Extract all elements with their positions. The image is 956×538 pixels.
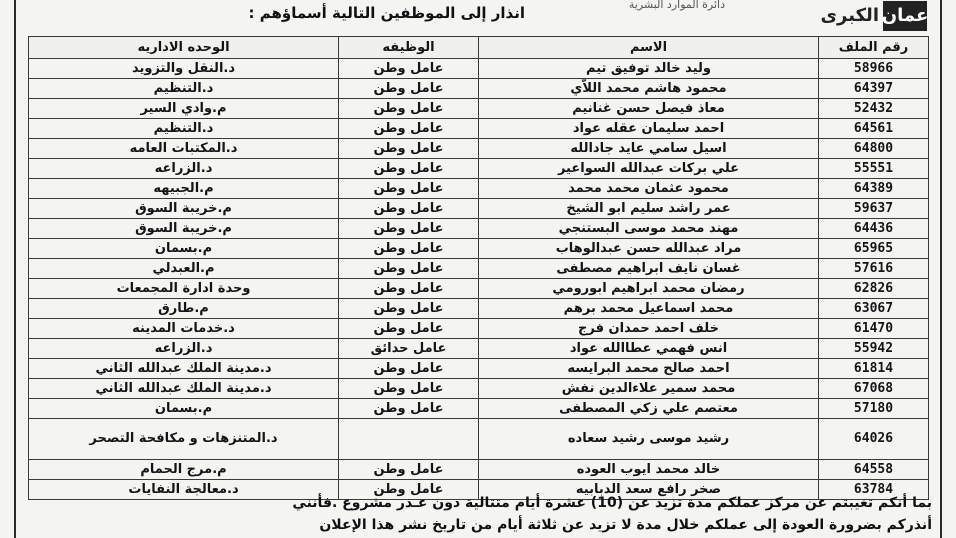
file-number-cell: 52432 (819, 99, 929, 119)
notice-line-2: أنذركم بضرورة العودة إلى عملكم خلال مدة لا تزيد عن ثلاثة أيام من تاريخ نشر هذا الإعلان (319, 517, 932, 533)
table-row (29, 279, 929, 299)
admin-unit-cell: م.وادي السير (29, 99, 339, 119)
table-row (29, 399, 929, 419)
file-number-cell: 57616 (819, 259, 929, 279)
job-title-cell: عامل وطن (339, 59, 479, 79)
right-border (940, 0, 942, 538)
table-header-row (29, 37, 929, 59)
file-number-cell: 64558 (819, 460, 929, 480)
employee-name-cell: خلف احمد حمدان فرج (479, 319, 819, 339)
admin-unit-cell: د.التنظيم (29, 119, 339, 139)
notice-header (20, 0, 935, 34)
file-number-cell: 67068 (819, 379, 929, 399)
table-row (29, 139, 929, 159)
admin-unit-cell: د.الزراعه (29, 339, 339, 359)
job-title-cell: عامل وطن (339, 379, 479, 399)
table-row (29, 379, 929, 399)
table-row (29, 359, 929, 379)
file-number-cell: 59637 (819, 199, 929, 219)
notice-title: انذار إلى الموظفين التالية أسماؤهم : (248, 4, 525, 22)
file-number-cell: 57180 (819, 399, 929, 419)
job-title-cell: عامل وطن (339, 119, 479, 139)
table-row (29, 339, 929, 359)
job-title-cell: عامل حدائق (339, 339, 479, 359)
job-title-cell (339, 419, 479, 460)
table-row (29, 199, 929, 219)
job-title-cell: عامل وطن (339, 219, 479, 239)
table-row (29, 119, 929, 139)
table-row (29, 79, 929, 99)
employee-name-cell: رمضان محمد ابراهيم ابورومي (479, 279, 819, 299)
job-title-cell: عامل وطن (339, 239, 479, 259)
admin-unit-cell: د.الزراعه (29, 159, 339, 179)
job-title-cell: عامل وطن (339, 480, 479, 500)
employee-name-cell: احمد سليمان عقله عواد (479, 119, 819, 139)
job-title-cell: عامل وطن (339, 460, 479, 480)
admin-unit-cell: د.المكتبات العامه (29, 139, 339, 159)
header-file-number: رقم الملف (819, 37, 929, 59)
job-title-cell: عامل وطن (339, 139, 479, 159)
table-row (29, 219, 929, 239)
job-title-cell: عامل وطن (339, 179, 479, 199)
employee-name-cell: معاذ فيصل حسن غنانيم (479, 99, 819, 119)
employee-name-cell: انس فهمي عطاالله عواد (479, 339, 819, 359)
admin-unit-cell: م.بسمان (29, 399, 339, 419)
employee-name-cell: صخر رافع سعد الدبابيه (479, 480, 819, 500)
notice-body (20, 492, 932, 536)
job-title-cell: عامل وطن (339, 299, 479, 319)
left-border (14, 0, 16, 538)
employee-name-cell: وليد خالد توفيق تيم (479, 59, 819, 79)
admin-unit-cell: م.بسمان (29, 239, 339, 259)
file-number-cell: 64397 (819, 79, 929, 99)
file-number-cell: 63067 (819, 299, 929, 319)
table-body (29, 59, 929, 500)
header-job: الوظيفه (339, 37, 479, 59)
job-title-cell: عامل وطن (339, 359, 479, 379)
file-number-cell: 55942 (819, 339, 929, 359)
employee-name-cell: محمود هاشم محمد اللاّي (479, 79, 819, 99)
table-row (29, 319, 929, 339)
admin-unit-cell: د.معالجة النفايات (29, 480, 339, 500)
employee-name-cell: عمر راشد سليم ابو الشيخ (479, 199, 819, 219)
admin-unit-cell: د.مدينة الملك عبدالله الثاني (29, 359, 339, 379)
file-number-cell: 62826 (819, 279, 929, 299)
admin-unit-cell: د.النقل والتزويد (29, 59, 339, 79)
logo-text: الكبرى (820, 5, 879, 26)
employee-name-cell: غسان نايف ابراهيم مصطفى (479, 259, 819, 279)
admin-unit-cell: م.العبدلي (29, 259, 339, 279)
admin-unit-cell: د.خدمات المدينه (29, 319, 339, 339)
table-row (29, 259, 929, 279)
job-title-cell: عامل وطن (339, 259, 479, 279)
job-title-cell: عامل وطن (339, 159, 479, 179)
table-row (29, 59, 929, 79)
employee-name-cell: مراد عبدالله حسن عبدالوهاب (479, 239, 819, 259)
department-name: دائرة الموارد البشرية (628, 0, 725, 11)
admin-unit-cell: م.خريبة السوق (29, 199, 339, 219)
file-number-cell: 63784 (819, 480, 929, 500)
employee-name-cell: رشيد موسى رشيد سعاده (479, 419, 819, 460)
file-number-cell: 61470 (819, 319, 929, 339)
admin-unit-cell: د.التنظيم (29, 79, 339, 99)
admin-unit-cell: د.مدينة الملك عبدالله الثاني (29, 379, 339, 399)
employee-name-cell: معتصم علي زكي المصطفى (479, 399, 819, 419)
file-number-cell: 65965 (819, 239, 929, 259)
job-title-cell: عامل وطن (339, 399, 479, 419)
table-row (29, 299, 929, 319)
file-number-cell: 64561 (819, 119, 929, 139)
admin-unit-cell: د.المتنزهات و مكافحة التصحر (29, 419, 339, 460)
admin-unit-cell: م.طارق (29, 299, 339, 319)
table-row (29, 419, 929, 460)
job-title-cell: عامل وطن (339, 99, 479, 119)
table-row (29, 239, 929, 259)
file-number-cell: 64800 (819, 139, 929, 159)
file-number-cell: 64389 (819, 179, 929, 199)
table-row (29, 159, 929, 179)
employee-name-cell: محمد سمير علاءالدين نفش (479, 379, 819, 399)
employee-table (28, 36, 929, 500)
table-row (29, 99, 929, 119)
file-number-cell: 64436 (819, 219, 929, 239)
job-title-cell: عامل وطن (339, 199, 479, 219)
admin-unit-cell: م.خريبة السوق (29, 219, 339, 239)
file-number-cell: 61814 (819, 359, 929, 379)
header-name: الاسم (479, 37, 819, 59)
file-number-cell: 58966 (819, 59, 929, 79)
amman-logo (820, 0, 929, 32)
job-title-cell: عامل وطن (339, 79, 479, 99)
file-number-cell: 55551 (819, 159, 929, 179)
job-title-cell: عامل وطن (339, 319, 479, 339)
employee-name-cell: احمد صالح محمد البرايسه (479, 359, 819, 379)
admin-unit-cell: م.الجبيهه (29, 179, 339, 199)
employee-name-cell: مهند محمد موسى البستنجي (479, 219, 819, 239)
table-row (29, 179, 929, 199)
employee-name-cell: خالد محمد ايوب العوده (479, 460, 819, 480)
admin-unit-cell: وحدة ادارة المجمعات (29, 279, 339, 299)
admin-unit-cell: م.مرج الحمام (29, 460, 339, 480)
employee-name-cell: محمد اسماعيل محمد برهم (479, 299, 819, 319)
job-title-cell: عامل وطن (339, 279, 479, 299)
employee-name-cell: محمود عثمان محمد محمد (479, 179, 819, 199)
logo-mark: عمان (883, 1, 927, 31)
table-row (29, 460, 929, 480)
file-number-cell: 64026 (819, 419, 929, 460)
employee-name-cell: علي بركات عبدالله السواعير (479, 159, 819, 179)
header-unit: الوحده الاداريه (29, 37, 339, 59)
notice-line-1: بما أنكم تغيبتم عن مركز عملكم مدة تزيد عن (10) عشرة أيام متتالية دون عـذر مشروع .فأنني (292, 495, 932, 511)
employee-name-cell: اسيل سامي عايد جادالله (479, 139, 819, 159)
